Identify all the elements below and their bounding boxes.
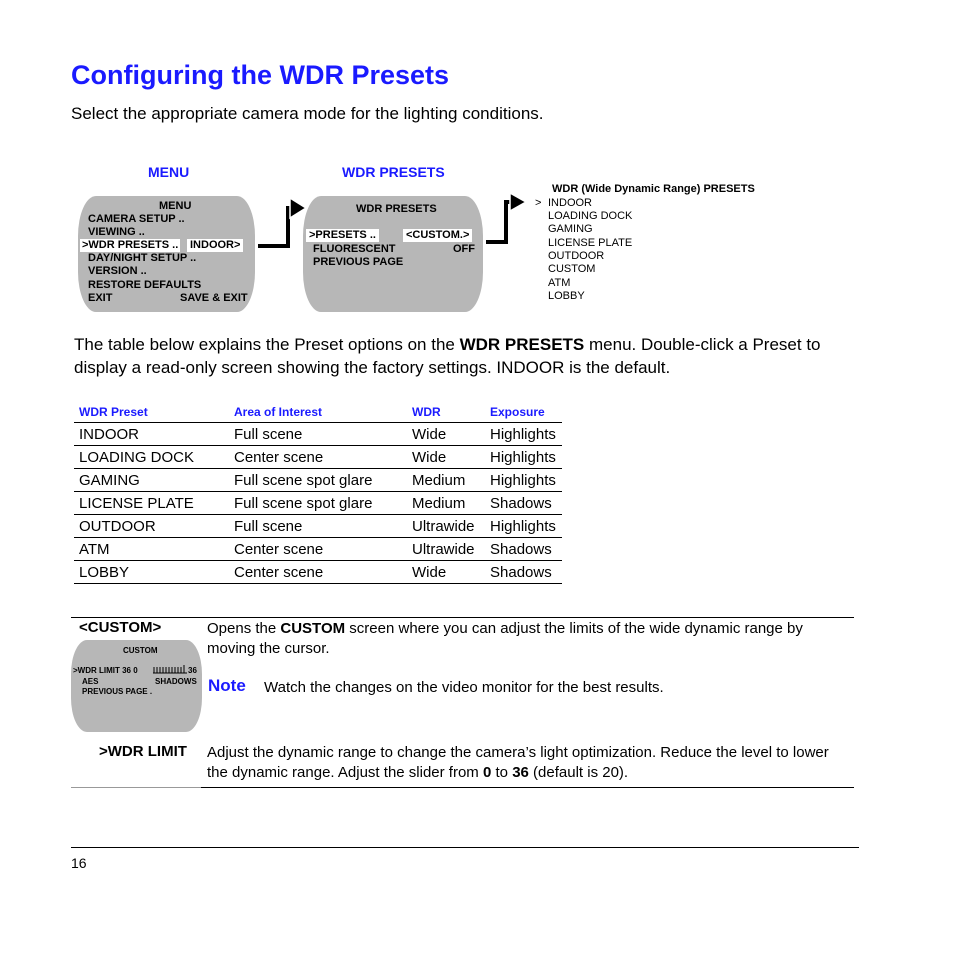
column-header: WDR: [407, 404, 485, 423]
preset-list-item: LICENSE PLATE: [548, 237, 633, 249]
menu-row-day-night: DAY/NIGHT SETUP ..: [88, 252, 197, 264]
menu-row-exit: EXIT: [88, 292, 113, 304]
table-row: LOBBY Center scene Wide Shadows: [74, 561, 562, 584]
wdr-presets-table: [74, 404, 562, 584]
table-row: GAMING Full scene spot glare Medium Highlights: [74, 469, 562, 492]
presets-row-fluorescent: FLUORESCENT: [313, 243, 396, 255]
page-number: 16: [71, 855, 87, 871]
presets-screen-title: WDR PRESETS: [356, 203, 437, 215]
preset-list-item: OUTDOOR: [548, 250, 605, 262]
note-label: Note: [208, 676, 246, 695]
menu-row-restore: RESTORE DEFAULTS: [88, 279, 202, 291]
menu-row-camera-setup: CAMERA SETUP ..: [88, 213, 185, 225]
custom-screen-shadows: SHADOWS: [155, 677, 197, 686]
preset-list-item: INDOOR: [548, 197, 592, 209]
preset-list-cursor: >: [535, 197, 542, 209]
menu-row-version: VERSION ..: [88, 265, 147, 277]
table-description: The table below explains the Preset options on the WDR PRESETS menu. Double-click a Preset to display a read-only screen showing the factory settings. INDOOR is the default.: [74, 335, 821, 377]
arrow-right-icon: [252, 194, 308, 250]
table-row: INDOOR Full scene Wide Highlights: [74, 423, 562, 446]
custom-screen-wdr-limit: >WDR LIMIT 36 0: [73, 666, 138, 675]
preset-list-item: GAMING: [548, 223, 593, 235]
custom-screen-max: 36: [188, 666, 197, 675]
table-header-row: [74, 404, 562, 423]
preset-list-item: LOBBY: [548, 290, 585, 302]
arrow-right-icon: [480, 190, 530, 246]
presets-row-custom-value: <CUSTOM.>: [403, 229, 472, 242]
table-row: ATM Center scene Ultrawide Shadows: [74, 538, 562, 561]
presets-row-presets: >PRESETS ..: [306, 229, 379, 242]
preset-list-item: ATM: [548, 277, 571, 289]
menu-row-save-exit: SAVE & EXIT: [180, 292, 248, 304]
table-row: LOADING DOCK Center scene Wide Highlights: [74, 446, 562, 469]
menu-row-viewing: VIEWING ..: [88, 226, 145, 238]
wdr-limit-slider: [152, 665, 188, 674]
section-divider: [71, 617, 854, 618]
wdr-limit-label: >WDR LIMIT: [99, 743, 187, 760]
preset-list-item: CUSTOM: [548, 263, 596, 275]
custom-label: <CUSTOM>: [79, 619, 162, 636]
custom-screen-previous-page: PREVIOUS PAGE .: [82, 687, 153, 696]
preset-list-heading: WDR (Wide Dynamic Range) PRESETS: [552, 183, 755, 195]
presets-row-previous-page: PREVIOUS PAGE: [313, 256, 404, 268]
preset-list-item: LOADING DOCK: [548, 210, 633, 222]
menu-label: MENU: [148, 164, 190, 180]
intro-text: Select the appropriate camera mode for the lighting conditions.: [71, 104, 544, 123]
page-title: Configuring the WDR Presets: [71, 60, 450, 90]
footer-divider: [71, 847, 859, 848]
section-divider: [201, 787, 854, 788]
section-divider: [71, 787, 201, 788]
custom-screen-title: CUSTOM: [123, 646, 158, 655]
column-header: Area of Interest: [229, 404, 407, 423]
custom-description: Opens the CUSTOM screen where you can adjust the limits of the wide dynamic range by moving the cursor.: [207, 620, 803, 657]
table-row: OUTDOOR Full scene Ultrawide Highlights: [74, 515, 562, 538]
table-row: LICENSE PLATE Full scene spot glare Medium Shadows: [74, 492, 562, 515]
wdr-limit-description: Adjust the dynamic range to change the camera’s light optimization. Reduce the level to lower the dynamic range. Adjust the slider from 0 to 36 (default is 20).: [207, 744, 829, 781]
presets-row-fluorescent-value: OFF: [453, 243, 475, 255]
menu-row-indoor-value: INDOOR>: [187, 239, 243, 252]
menu-row-wdr-presets: >WDR PRESETS ..: [82, 239, 179, 251]
column-header: Exposure: [485, 404, 562, 423]
wdr-presets-label: WDR PRESETS: [342, 164, 445, 180]
menu-screen-title: MENU: [159, 200, 192, 212]
column-header: WDR Preset: [74, 404, 229, 423]
custom-screen-aes: AES: [82, 677, 99, 686]
note-text: Watch the changes on the video monitor for the best results.: [264, 679, 664, 696]
